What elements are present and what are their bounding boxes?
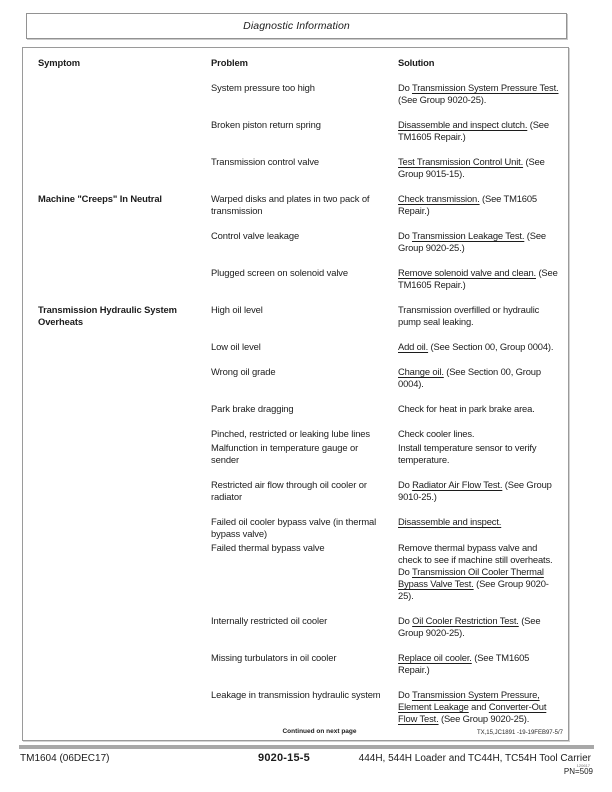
solution-cell — [398, 403, 568, 415]
table-row — [23, 341, 568, 353]
solution-text: (See TM1605 Repair.) — [398, 652, 530, 675]
solution-cell — [398, 82, 568, 106]
table-row — [23, 615, 568, 639]
table-row — [23, 516, 568, 540]
footer-manual-id: TM1604 (06DEC17) — [20, 753, 110, 764]
solution-text: Install temperature sensor to verify temperature. — [398, 442, 537, 465]
cross-reference-link[interactable]: Disassemble and inspect clutch. — [398, 119, 528, 130]
cross-reference-link[interactable]: Transmission System Pressure, Element Leakage — [398, 689, 540, 712]
table-row — [23, 230, 568, 254]
table-row — [23, 689, 568, 725]
solution-text: (See Group 9020-25). — [398, 578, 549, 601]
symptom-cell — [23, 516, 211, 540]
cross-reference-link[interactable]: Replace oil cooler. — [398, 652, 472, 663]
footer-rule — [19, 745, 594, 749]
problem-cell: Wrong oil grade — [211, 366, 276, 377]
table-row — [23, 403, 568, 415]
problem-cell: Malfunction in temperature gauge or sender — [211, 442, 359, 465]
table-row — [23, 479, 568, 503]
column-header-symptom: Symptom — [38, 57, 81, 68]
solution-text: (See TM1605 Repair.) — [398, 119, 549, 142]
table-row — [23, 428, 568, 440]
table-row — [23, 82, 568, 106]
solution-cell — [398, 442, 568, 466]
footer-page-number: 9020-15-5 — [258, 752, 310, 764]
symptom-cell — [23, 442, 211, 466]
solution-text: Remove thermal bypass valve and check to see if machine still overheats. Do — [398, 542, 553, 577]
table-header-row — [23, 57, 568, 69]
cross-reference-link[interactable]: Check transmission. — [398, 193, 480, 204]
problem-cell: Failed oil cooler bypass valve (in thermal bypass valve) — [211, 516, 377, 539]
solution-text: (See Group 9020-25). — [398, 615, 541, 638]
problem-cell: Plugged screen on solenoid valve — [211, 267, 348, 278]
table-row — [23, 304, 568, 328]
solution-text: (See TM1605 Repair.) — [398, 193, 537, 216]
footer-page-serial: PN=509 — [563, 767, 593, 776]
symptom-cell — [23, 341, 211, 353]
solution-cell — [398, 428, 568, 440]
cross-reference-link[interactable]: Transmission Leakage Test. — [411, 230, 525, 241]
solution-cell — [398, 267, 568, 291]
continued-on-next-page-note: Continued on next page — [282, 728, 357, 735]
symptom-cell — [23, 230, 211, 254]
solution-cell — [398, 341, 568, 353]
symptom-cell — [23, 119, 211, 143]
solution-cell — [398, 542, 568, 602]
table-row — [23, 119, 568, 143]
symptom-cell — [23, 267, 211, 291]
page-footer — [20, 752, 594, 766]
problem-cell: Broken piston return spring — [211, 119, 321, 130]
problem-cell: Low oil level — [211, 341, 261, 352]
solution-text: Do — [398, 479, 413, 490]
solution-text: (See TM1605 Repair.) — [398, 267, 558, 290]
solution-text: Do — [398, 230, 412, 241]
symptom-cell — [23, 689, 211, 725]
solution-cell — [398, 119, 568, 143]
problem-cell: Failed thermal bypass valve — [211, 542, 325, 553]
solution-cell — [398, 516, 568, 540]
solution-cell — [398, 479, 568, 503]
continuation-line — [23, 726, 568, 736]
symptom-cell — [23, 366, 211, 390]
problem-cell: Missing turbulators in oil cooler — [211, 652, 337, 663]
solution-cell — [398, 304, 568, 328]
problem-cell: Warped disks and plates in two pack of transmission — [211, 193, 370, 216]
cross-reference-link[interactable]: Transmission Oil Cooler Thermal Bypass Valve Test. — [398, 566, 544, 589]
solution-cell — [398, 156, 568, 180]
solution-cell — [398, 193, 568, 217]
table-row — [23, 193, 568, 217]
symptom-cell — [23, 156, 211, 180]
symptom-cell — [23, 403, 211, 415]
diagnostic-table — [22, 47, 569, 741]
solution-text: (See Group 9015-15). — [398, 156, 545, 179]
solution-text: Check cooler lines. — [398, 428, 475, 439]
problem-cell: Control valve leakage — [211, 230, 300, 241]
symptom-cell — [23, 82, 211, 106]
solution-text: and — [468, 701, 489, 712]
table-row — [23, 442, 568, 466]
problem-cell: Leakage in transmission hydraulic system — [211, 689, 381, 700]
problem-cell: Internally restricted oil cooler — [211, 615, 328, 626]
cross-reference-link[interactable]: Disassemble and inspect. — [398, 516, 502, 527]
problem-cell: Transmission control valve — [211, 156, 320, 167]
solution-text: Do — [398, 82, 412, 93]
problem-cell: High oil level — [211, 304, 263, 315]
cross-reference-link[interactable]: Change oil. — [398, 366, 444, 377]
symptom-cell — [23, 542, 211, 602]
footer-print-code: 120617 — [576, 763, 590, 768]
cross-reference-link[interactable]: Converter-Out Flow Test. — [398, 701, 547, 724]
solution-text: Transmission overfilled or hydraulic pump seal leaking. — [398, 304, 540, 327]
symptom-cell — [23, 428, 211, 440]
table-row — [23, 652, 568, 676]
solution-text: (See Section 00, Group 0004). — [428, 341, 554, 352]
problem-cell: Pinched, restricted or leaking lube lines — [211, 428, 371, 439]
solution-cell — [398, 652, 568, 676]
symptom-cell — [23, 615, 211, 639]
table-row — [23, 542, 568, 602]
solution-text: (See Group 9010-25.) — [398, 479, 552, 502]
cross-reference-link[interactable]: Test Transmission Control Unit. — [398, 156, 524, 167]
solution-text: (See Group 9020-25). — [438, 713, 530, 724]
solution-text: (See Group 9020-25). — [398, 94, 487, 105]
solution-cell — [398, 366, 568, 390]
page-header-title: Diagnostic Information — [243, 20, 350, 32]
problem-cell: System pressure too high — [211, 82, 315, 93]
cross-reference-link[interactable]: Remove solenoid valve and clean. — [398, 267, 536, 278]
table-row — [23, 267, 568, 291]
column-header-solution: Solution — [398, 57, 435, 68]
table-row — [23, 156, 568, 180]
cross-reference-link[interactable]: Add oil. — [398, 341, 429, 352]
solution-text: (See Section 00, Group 0004). — [398, 366, 541, 389]
table-row — [23, 366, 568, 390]
column-header-problem: Problem — [211, 57, 248, 68]
page-header-box — [26, 13, 567, 39]
symptom-cell — [23, 652, 211, 676]
revision-code: TX,15,JC1891 -19-19FEB97-5/7 — [476, 730, 563, 736]
solution-text: Do — [398, 689, 412, 700]
problem-cell: Restricted air flow through oil cooler or radiator — [211, 479, 367, 502]
footer-publication-title: 444H, 544H Loader and TC44H, TC54H Tool Carrier — [358, 753, 591, 764]
table-body — [23, 82, 568, 725]
cross-reference-link[interactable]: Transmission System Pressure Test. — [411, 82, 559, 93]
solution-cell — [398, 230, 568, 254]
symptom-cell: Machine "Creeps" In Neutral — [38, 193, 162, 204]
solution-text: (See Group 9020-25.) — [398, 230, 546, 253]
cross-reference-link[interactable]: Radiator Air Flow Test. — [412, 479, 503, 490]
symptom-cell: Transmission Hydraulic System Overheats — [38, 304, 177, 327]
symptom-cell — [23, 479, 211, 503]
solution-text: Do — [398, 615, 413, 626]
solution-cell — [398, 689, 568, 725]
solution-cell — [398, 615, 568, 639]
solution-text: Check for heat in park brake area. — [398, 403, 535, 414]
problem-cell: Park brake dragging — [211, 403, 294, 414]
cross-reference-link[interactable]: Oil Cooler Restriction Test. — [412, 615, 519, 626]
